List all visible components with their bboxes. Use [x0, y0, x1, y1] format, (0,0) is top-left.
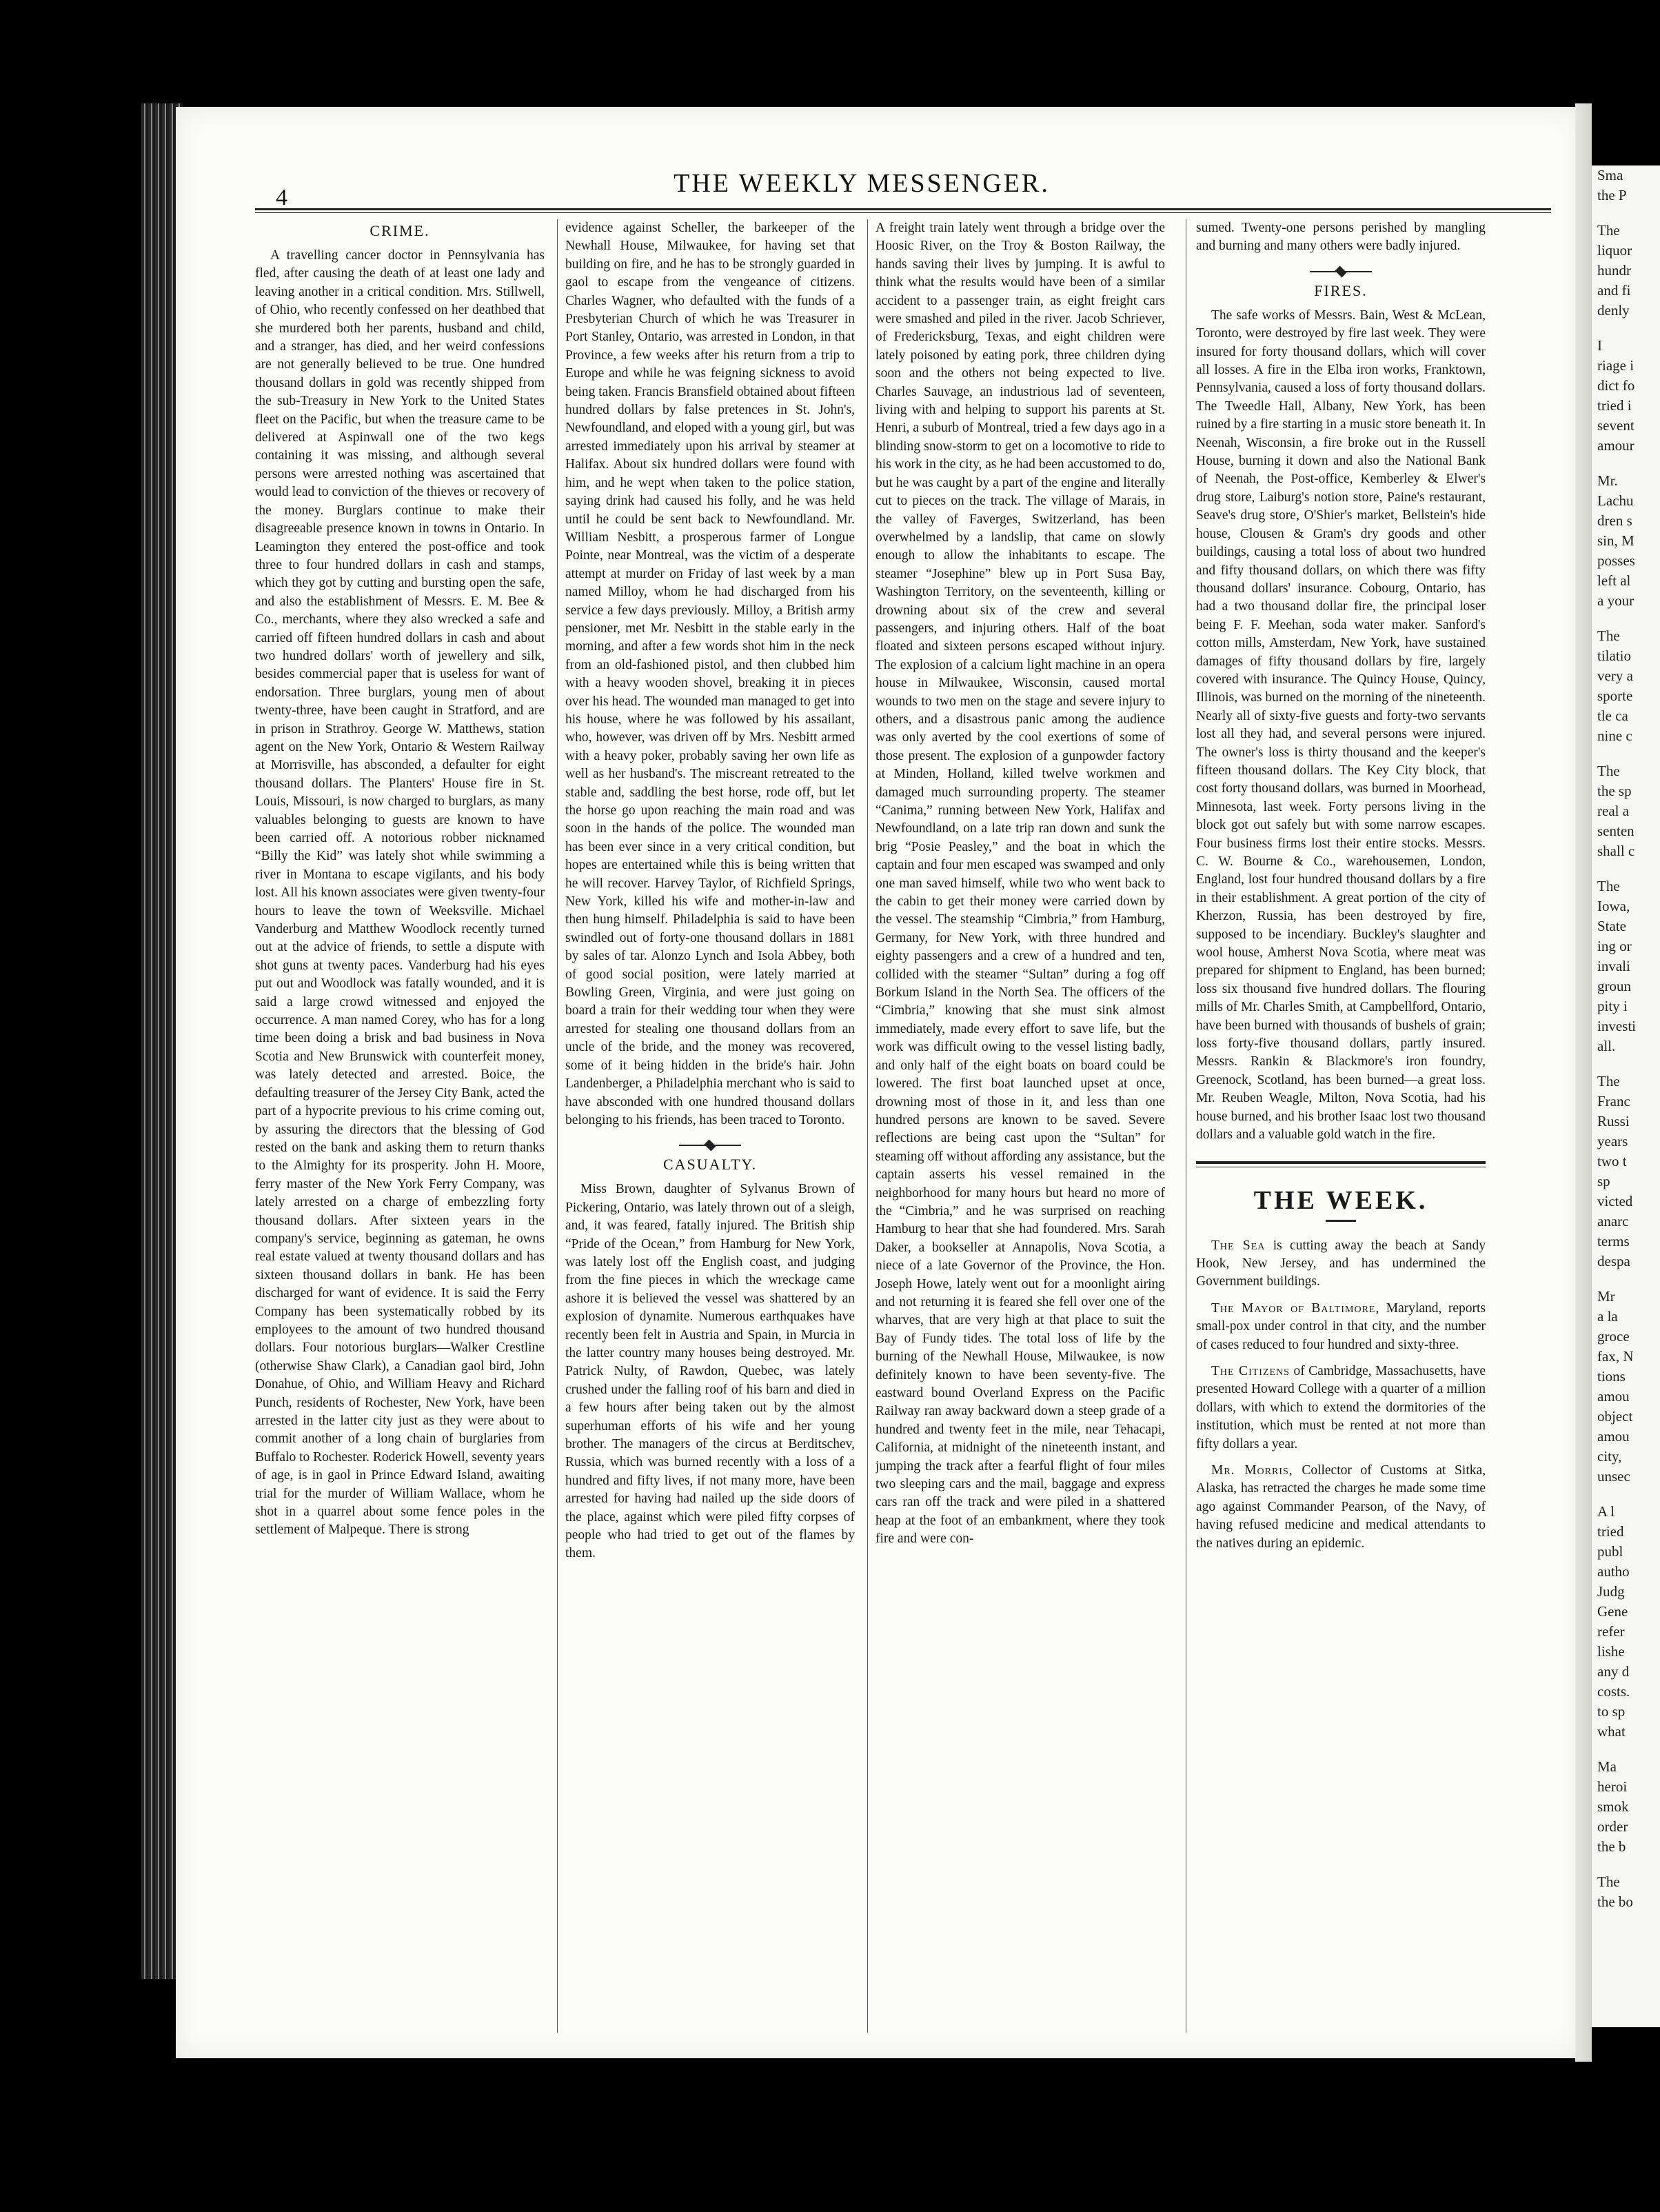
- article-text: A freight train lately went through a bridge over the Hoosic River, on the Troy & Boston Railway, the hands saving their lives by jumping. It is awful to think what the results would have been of a similar accident to a passenger train, as eight freight cars were smashed and piled in the river. Jacob Schriever, of Fredericksburg, Texas, and eight children were lately poisoned by eating pork, three children dying soon and the others not being expected to live. Charles Sauvage, an industrious lad of seventeen, living with and helping to support his parents at St. Henri, a suburb of Montreal, tried a few days ago in a blinding snow-storm to get on a locomotive to ride to his work in the city, as he had been accustomed to do, but he was caught by a part of the engine and literally cut to pieces on the track. The village of Marais, in the valley of Faverges, Switzerland, has been overwhelmed by a landslip, that came on slowly enough to allow the inhabitants to escape. The steamer “Josephine” blew up in Port Susa Bay, Washington Territory, on the seventeenth, killing or drowning about six of the crew and several passengers, and injuring others. Half of the boat floated and sixteen persons escaped without injury. The explosion of a calcium light machine in an opera house in Milwaukee, Wisconsin, caused mortal wounds to two men on the stage and severe injury to others, and a disastrous panic among the audience was only averted by the cool exertions of some of those present. The explosion of a gunpowder factory at Minden, Holland, killed twelve workmen and damaged much surrounding property. The steamer “Canima,” running between New York, Halifax and Newfoundland, on a late trip ran down and sunk the brig “Posie Peasley,” and the boat in which the captain and four men escaped was swamped and only one man saved himself, while two who went back to the cabin to get their money were carried down by the vessel. The steamship “Cimbria,” from Hamburg, Germany, for New York, with three hundred and eighty passengers and a crew of a hundred and ten, collided with the steamer “Sultan” during a fog off Borkum Island in the North Sea. The officers of the “Cimbria,” knowing that she must sink almost immediately, made every effort to save life, but the work was difficult owing to the vessel listing badly, and only half of the eight boats on board could be lowered. The first boat launched upset at once, drowning most of those in it, and less than one hundred persons are known to be saved. Severe reflections are being cast upon the “Sultan” for steaming off without affording any assistance, but the captain asserts his vessel remained in the neighborhood for many hours but heard no more of the “Cimbria,” and he was surprised on reaching Hamburg to hear that she had foundered. Mrs. Sarah Daker, a bookseller at Annapolis, Nova Scotia, a niece of a late Governor of the Province, the Hon. Joseph Howe, lately went out for a moonlight airing and not returning it is feared she fell over one of the wharves, that are very high at that place to suit the Bay of Fundy tides. The total loss of life by the burning of the Newhall House, Milwaukee, is now definitely known to have been seventy-five. The eastward bound Overland Express on the Pacific Railway ran away backward down a steep grade of a hundred and twenty feet in the mile, near Tehacapi, California, at midnight of the nineteenth instant, and jumping the track after a fearful flight of four miles two sleeping cars and the mail, baggage and express cars ran off the track and were piled in a shattered heap at the foot of an embankment, where they took fire and were con-: [875, 221, 1165, 1547]
- fragment-line: very a: [1597, 667, 1633, 684]
- fragment-line: terms: [1597, 1233, 1630, 1249]
- fragment-line: investi: [1597, 1018, 1636, 1034]
- fragment-line: I: [1597, 337, 1602, 354]
- week-item-lead: The Sea: [1211, 1238, 1266, 1253]
- fragment-line: [1592, 456, 1660, 471]
- page-fold: [1575, 103, 1592, 2062]
- fragment-line: shall c: [1597, 843, 1635, 859]
- article-text: evidence against Scheller, the barkeeper of the Newhall House, Milwaukee, for having set that building on fire, and he has to be strongly guarded in gaol to escape from the vengeance of citizens. Charles Wagner, who defaulted with the funds of a Presbyterian Church of which he was Treasurer in Port Stanley, Ontario, was arrested in London, in that Province, a few weeks after his return from a trip to Europe and while he was feigning sickness to avoid being taken. Francis Bransfield obtained about fifteen hundred dollars by false pretences in St. John's, Newfoundland, and eloped with a young girl, but was arrested immediately upon his arrival by steamer at Halifax. About six hundred dollars were found with him, and he wept when taken to the police station, saying drink had caused his folly, and he was held until he could be sent back to Newfoundland. Mr. William Nesbitt, a prosperous farmer of Longue Pointe, near Montreal, was the victim of a desperate attempt at murder on Friday of last week by a man named Milloy, whom he had discharged from his service a few days previously. Milloy, a British army pensioner, met Mr. Nesbitt in the stable early in the morning, and after a few words shot him in the neck from an old-fashioned pistol, and then clubbed him with a heavy wooden shovel, breaking it in pieces over his head. The wounded man managed to get into his house, where he was followed by his assailant, who, however, was driven off by Mrs. Nesbitt armed with a heavy poker, probably saving her own life as well as her husband's. The miscreant retreated to the stable and, saddling the best horse, rode off, but let the horse go upon reaching the main road and was soon in the hands of the police. The wounded man has been ever since in a very critical condition, but hopes are entertained while this is being written that he will recover. Harvey Taylor, of Richfield Springs, New York, killed his wife and mother-in-law and then hung himself. Philadelphia is said to have been swindled out of forty-one thousand dollars in 1881 by sales of tar. Alonzo Lynch and Isola Abbey, both of good social position, were lately married at Bowling Green, Virginia, and were just going on board a train for their wedding tour when they were arrested for stealing one thousand dollars from an uncle of the bride, and the money was recovered, some of it being hidden in the bride's hair. John Landenberger, a Philadelphia merchant who is said to have absconded with one hundred thousand dollars belonging to his friends, has been traced to Toronto.: [565, 221, 855, 1127]
- fragment-line: posses: [1597, 552, 1635, 569]
- fragment-line: tions: [1597, 1368, 1626, 1385]
- article-text: Miss Brown, daughter of Sylvanus Brown of Pickering, Ontario, was lately thrown out of a sleigh, and, it was feared, fatally injured. The British ship “Pride of the Ocean,” from Hamburg for New York, was lately lost off the English coast, and judging from the fine pieces in which the wreckage came ashore it is believed the vessel was shattered by an explosion of dynamite. Numerous earthquakes have recently been felt in Austria and Spain, in Murcia in the latter country many houses being destroyed. Mr. Patrick Nulty, of Rawdon, Quebec, was lately crushed under the falling roof of his barn and died in a few hours after being taken out by the almost superhuman efforts of his wife and her young brother. The managers of the circus at Berditschev, Russia, which was burned recently with a loss of a hundred and fifty lives, if not many more, have been arrested for having had nailed up the side doors of the place, against which were piled fifty corpses of people who had tried to get out of the flames by them.: [565, 1182, 855, 1561]
- fragment-line: Iowa,: [1597, 898, 1630, 914]
- fragment-line: tle ca: [1597, 707, 1628, 724]
- fragment-line: two t: [1597, 1153, 1627, 1169]
- fragment-line: publ: [1597, 1543, 1623, 1560]
- fragment-line: victed: [1597, 1193, 1633, 1209]
- column-4: [1196, 219, 1486, 2033]
- section-heading-fires: FIRES.: [1314, 281, 1368, 299]
- column-rule: [867, 219, 868, 2033]
- fragment-line: dict fo: [1597, 377, 1635, 394]
- column-2: [565, 219, 855, 2033]
- fragment-line: Mr.: [1597, 472, 1618, 489]
- fragment-line: groun: [1597, 978, 1631, 994]
- fragment-line: Ma: [1597, 1758, 1617, 1775]
- fragment-line: [1592, 861, 1660, 876]
- fragment-line: real a: [1597, 803, 1630, 819]
- week-item-text: Collector of Customs at Sitka, Alaska, has retracted the charges he made some time ago against Commander Pearson, of the Navy, of having refused medicine and medical attendants to the natives during an epidemic.: [1196, 1462, 1486, 1551]
- fragment-line: a la: [1597, 1308, 1618, 1325]
- fragment-line: tried: [1597, 1523, 1624, 1540]
- fragment-line: sp: [1597, 1173, 1610, 1189]
- fragment-line: sin, M: [1597, 532, 1634, 549]
- fragment-line: sevent: [1597, 417, 1634, 434]
- fragment-line: smok: [1597, 1798, 1629, 1815]
- fragment-line: any d: [1597, 1663, 1630, 1680]
- masthead: THE WEEKLY MESSENGER.: [674, 169, 1050, 198]
- fragment-line: what: [1597, 1723, 1626, 1740]
- week-item: [1196, 1363, 1486, 1454]
- fragment-line: city,: [1597, 1448, 1622, 1465]
- fragment-line: [1592, 1857, 1660, 1872]
- week-item-text: of Cambridge, Massachusetts, have presented Howard College with a quarter of a million dollars, with which to extend the dormitories of the institution, which must be rented at not more than fifty dollars a year.: [1196, 1363, 1486, 1451]
- fragment-line: [1592, 321, 1660, 336]
- fragment-line: riage i: [1597, 357, 1634, 374]
- fragment-line: to sp: [1597, 1703, 1626, 1720]
- section-divider: [1196, 1161, 1486, 1164]
- fragment-line: A l: [1597, 1503, 1615, 1520]
- fragment-line: unsec: [1597, 1468, 1630, 1485]
- column-1: [255, 219, 545, 2033]
- fragment-line: nine c: [1597, 727, 1632, 744]
- section-heading-the-week: THE WEEK.: [1253, 1185, 1428, 1215]
- fragment-line: Gene: [1597, 1603, 1628, 1620]
- fragment-line: Lachu: [1597, 492, 1634, 509]
- fragment-line: the P: [1597, 187, 1627, 203]
- fragment-line: a your: [1597, 592, 1634, 609]
- fragment-line: years: [1597, 1133, 1628, 1149]
- fragment-line: the bo: [1597, 1893, 1633, 1910]
- fragment-line: anarc: [1597, 1213, 1629, 1229]
- fragment-line: fax, N: [1597, 1348, 1634, 1365]
- fragment-line: Mr: [1597, 1288, 1615, 1305]
- section-heading-casualty: CASUALTY.: [663, 1156, 757, 1174]
- fragment-line: tried i: [1597, 397, 1632, 414]
- fragment-line: groce: [1597, 1328, 1630, 1345]
- fragment-line: heroi: [1597, 1778, 1628, 1795]
- week-item: [1196, 1300, 1486, 1354]
- column-3: [875, 219, 1165, 2033]
- header-rule: [255, 208, 1551, 213]
- fragment-line: pity i: [1597, 998, 1628, 1014]
- fragment-line: amou: [1597, 1428, 1630, 1445]
- fragment-line: [1592, 1742, 1660, 1757]
- fragment-line: The: [1597, 222, 1620, 239]
- fragment-line: lishe: [1597, 1643, 1625, 1660]
- fragment-line: autho: [1597, 1563, 1630, 1580]
- section-divider: [1310, 271, 1372, 272]
- article-text: A travelling cancer doctor in Pennsylvania has fled, after causing the death of at least one lady and leaving another in a critical condition. Mrs. Stillwell, of Ohio, who recently confessed on her deathbed that she murdered both her parents, husband and child, and a stranger, has died, and her weird confessions are not generally believed to be true. One hundred thousand dollars in gold was recently shipped from the sub-Treasury in New York to the United States fleet on the Pacific, but when the treasure came to be delivered at Aspinwall one of the two kegs containing it was missing, and although several persons were arrested nothing was ascertained that would lead to conviction of the thieves or recovery of the money. Burglars continue to make their disagreeable presence known in towns in Ontario. In Leamington they entered the post-office and took three to four hundred dollars in cash and stamps, which they got by cutting and bursting open the safe, and also the establishment of Messrs. E. M. Bee & Co., merchants, where they also wrecked a safe and carried off fifteen hundred dollars in cash and about two hundred dollars' worth of jewellery and silk, besides commercial paper that is useless for want of endorsation. Three burglars, young men of about twenty-three, have been caught in Stratford, and are in prison in Strathroy. George W. Matthews, station agent on the New York, Ontario & Western Railway at Morrisville, has absconded, a defaulter for eight thousand dollars. The Planters' House fire in St. Louis, Missouri, is now charged to burglars, as many valuables belonging to guests are known to have been carried off. A notorious robber nicknamed “Billy the Kid” was lately shot while swimming a river in Montana to escape vigilants, and his body lost. All his known associates were given twenty-four hours to leave the town of Weeksville. Michael Vanderburg and Matthew Woodlock recently turned out at the advice of friends, to settle a dispute with shot guns at twenty paces. Vanderburg had his eyes put out and Woodlock was fatally wounded, and it is said a large crowd witnessed and enjoyed the occurrence. A man named Corey, who has for a long time been doing a brisk and bad business in Nova Scotia and New Brunswick with counterfeit money, was lately detected and arrested. Boice, the defaulting treasurer of the Jersey City Bank, acted the part of a hypocrite previous to his crime coming out, by assuring the directors that the blessing of God rested on the bank and asking them to return thanks to the Almighty for its prosperity. John H. Moore, ferry master of the New York Ferry Company, was lately arrested on a charge of embezzling forty thousand dollars. After sixteen years in the company's service, beginning as gateman, he owns real estate valued at twenty thousand dollars and has sixteen thousand dollars in bank. He has been discharged for want of evidence. It is said the Ferry Company has been systematically robbed by its employees to the amount of two hundred thousand dollars. Four notorious burglars—Walker Crestline (otherwise Shaw Clark), a Canadian gaol bird, John Donahue, of Ohio, and William Heavy and Richard Punch, residents of Rochester, New York, have been arrested in the latter city just as they were about to commit another of a long chain of burglaries from Buffalo to Rochester. Roderick Howell, seventy years of age, is in gaol in Prince Edward Island, awaiting trial for the murder of William Wallace, whom he shot in a quarrel about some fence poles in the settlement of Malpeque. There is strong: [255, 248, 545, 1538]
- article-text: The safe works of Messrs. Bain, West & McLean, Toronto, were destroyed by fire last week. They were insured for forty thousand dollars, which will cover all losses. A fire in the Elba iron works, Franktown, Pennsylvania, caused a loss of forty thousand dollars. The Tweedle Hall, Albany, New York, has been ruined by a fire starting in a music store beneath it. In Neenah, Wisconsin, a fire broke out in the Russell House, burning it down and also the National Bank of Neenah, the Post-office, Kemberley & Elwer's drug store, Laiburg's notion store, Paine's restaurant, Seave's drug store, O'Shier's market, Bellstein's hide house, Clousen & Gram's dry goods and other buildings, causing a total loss of about two hundred and fifty thousand dollars, on which there was fifty thousand dollars' insurance. Cobourg, Ontario, has had a two thousand dollar fire, the principal loser being F. F. Meehan, soda water maker. Sanford's cotton mills, Amsterdam, New York, have sustained damages of fifty thousand dollars by fire, largely covered with insurance. The Quincy House, Quincy, Illinois, was burned on the morning of the nineteenth. Nearly all of sixty-five guests and forty-two servants lost all they had, and several persons were injured. The owner's loss is thirty thousand and the keeper's fifteen thousand dollars. The Key City block, that cost forty thousand dollars, was burned in Moorhead, Minnesota, last week. Forty persons living in the block got out safely but with some narrow escapes. Four business firms lost their entire stocks. Messrs. C. W. Bourne & Co., warehousemen, London, England, lost four hundred thousand dollars by a fire in their establishment. A great portion of the city of Kherzon, Russia, has been destroyed by fire, supposed to be incendiary. Buckley's slaughter and wool house, Amherst Nova Scotia, where meat was prepared for shipment to England, has been burned; loss six thousand five hundred dollars. The flouring mills of Mr. Charles Smith, at Campbellford, Ontario, have been burned with thousands of bushels of grain; loss forty-five thousand dollars, partly insured. Messrs. Rankin & Blackmore's iron foundry, Greenock, Scotland, has been burned—a great loss. Mr. Reuben Weagle, Milton, Nova Scotia, had his house burned, and his brother Isaac lost two thousand dollars and a valuable gold watch in the fire.: [1196, 308, 1486, 1143]
- fragment-line: Russi: [1597, 1113, 1630, 1129]
- week-item-lead: The Citizens: [1211, 1363, 1290, 1378]
- the-week-list: [1196, 1237, 1486, 1554]
- fragment-line: Judg: [1597, 1583, 1625, 1600]
- week-item-text: is cutting away the beach at Sandy Hook, New Jersey, and has undermined the Government buildings.: [1196, 1238, 1486, 1289]
- fragment-line: tilatio: [1597, 647, 1631, 664]
- fragment-line: [1592, 611, 1660, 626]
- fragment-line: the b: [1597, 1838, 1626, 1855]
- section-divider: [679, 1145, 741, 1146]
- fragment-line: [1592, 205, 1660, 221]
- week-item: [1196, 1237, 1486, 1291]
- fragment-line: The: [1597, 627, 1620, 644]
- fragment-line: The: [1597, 1073, 1620, 1089]
- fragment-line: amour: [1597, 437, 1634, 454]
- fragment-line: Sma: [1597, 167, 1623, 183]
- fragment-line: The: [1597, 878, 1620, 894]
- fragment-line: liquor: [1597, 242, 1632, 259]
- fragment-line: [1592, 1056, 1660, 1072]
- adjacent-page-fragment: [1592, 165, 1660, 2027]
- week-item-lead: Mr. Morris,: [1211, 1462, 1293, 1478]
- fragment-line: the sp: [1597, 783, 1632, 799]
- week-item: [1196, 1462, 1486, 1553]
- fragment-line: order: [1597, 1818, 1628, 1835]
- fragment-line: despa: [1597, 1253, 1630, 1269]
- fragment-line: The: [1597, 1873, 1620, 1890]
- fragment-line: denly: [1597, 302, 1630, 319]
- fragment-line: [1592, 1487, 1660, 1502]
- week-item-lead: The Mayor of Baltimore,: [1211, 1300, 1380, 1316]
- fragment-line: invali: [1597, 958, 1630, 974]
- week-item-text: Maryland, reports small-pox under control in that city, and the number of cases reduced to four hundred and sixty-three.: [1196, 1300, 1486, 1352]
- article-text: sumed. Twenty-one persons perished by mangling and burning and many others were badly injured.: [1196, 221, 1486, 254]
- fragment-line: and fi: [1597, 282, 1631, 299]
- fragment-line: The: [1597, 763, 1620, 779]
- section-heading-crime: CRIME.: [370, 222, 430, 239]
- fragment-line: ing or: [1597, 938, 1632, 954]
- fragment-line: all.: [1597, 1038, 1616, 1054]
- section-divider: [1326, 1220, 1356, 1222]
- fragment-line: hundr: [1597, 262, 1631, 279]
- fragment-line: object: [1597, 1408, 1633, 1425]
- fragment-line: dren s: [1597, 512, 1632, 529]
- fragment-line: sporte: [1597, 687, 1633, 704]
- column-rule: [557, 219, 558, 2033]
- page-number: 4: [276, 185, 287, 210]
- fragment-line: senten: [1597, 823, 1634, 839]
- fragment-line: Franc: [1597, 1093, 1630, 1109]
- fragment-line: left al: [1597, 572, 1631, 589]
- fragment-line: [1592, 746, 1660, 761]
- fragment-line: costs.: [1597, 1683, 1630, 1700]
- fragment-line: refer: [1597, 1623, 1625, 1640]
- fragment-line: amou: [1597, 1388, 1630, 1405]
- fragment-line: State: [1597, 918, 1626, 934]
- fragment-line: [1592, 1271, 1660, 1287]
